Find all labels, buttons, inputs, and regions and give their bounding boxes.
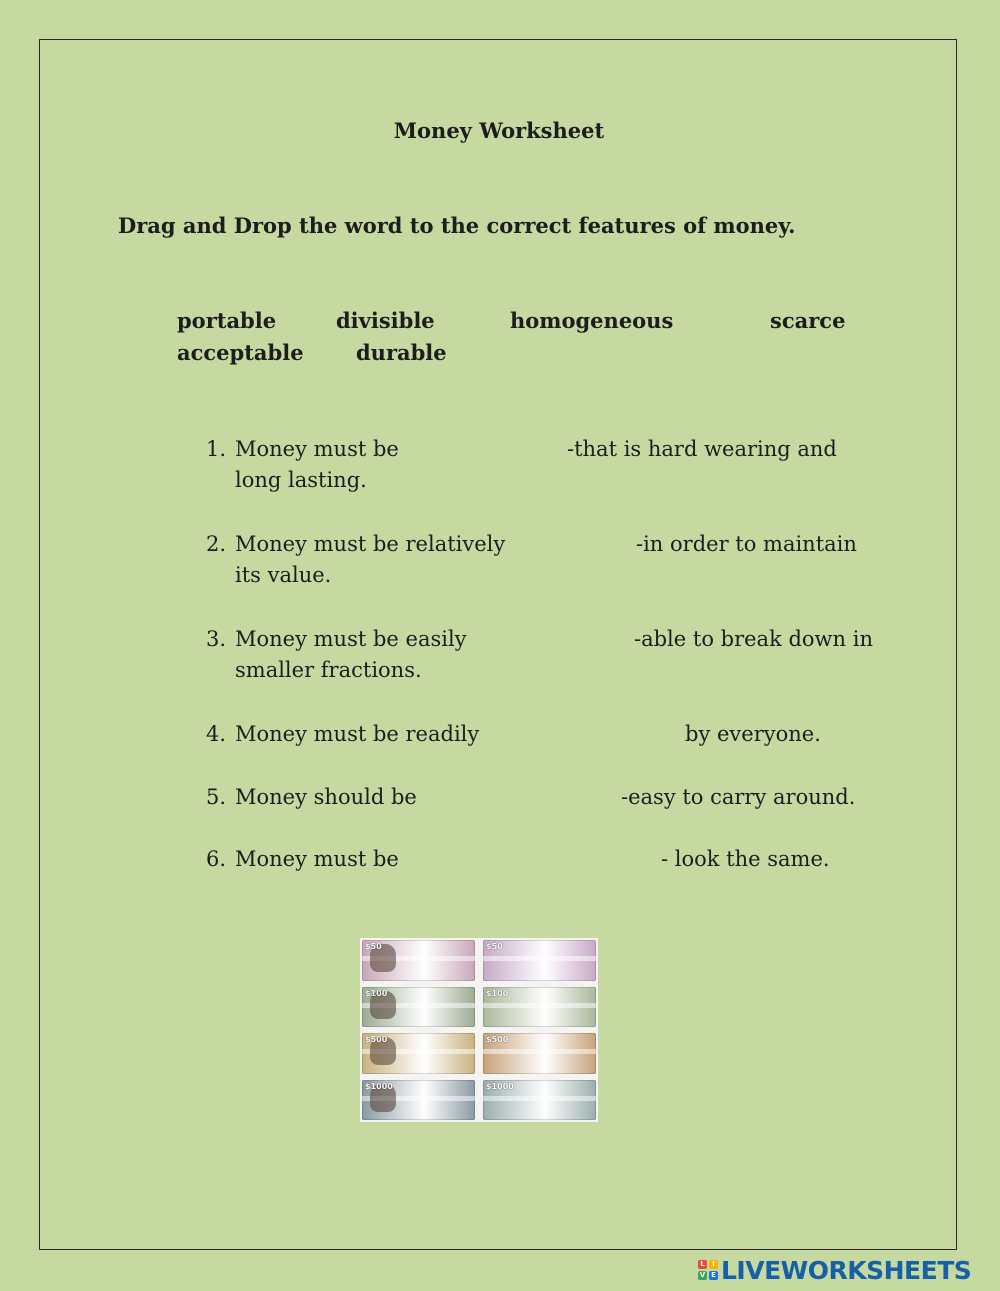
word-bank-divisible[interactable]: divisible [336,308,435,333]
question-stem: Money should be [235,785,417,809]
drop-zone[interactable] [406,844,651,872]
logo-mark-icon [698,1260,718,1280]
banknote-denomination: $100 [486,988,509,998]
question-continuation: smaller fractions. [235,658,422,682]
logo-letter: E [709,1271,718,1280]
banknote-denomination: $1000 [486,1081,514,1091]
banknote-band [483,1096,596,1101]
banknote-denomination: $50 [365,942,382,951]
banknote-denomination: $1000 [365,1081,393,1091]
word-bank-homogeneous[interactable]: homogeneous [510,308,674,333]
word-bank-acceptable[interactable]: acceptable [177,340,304,365]
question-stem: Money must be [235,437,399,461]
question-tail: -easy to carry around. [621,785,856,809]
worksheet-title: Money Worksheet [393,118,605,143]
banknotes-image [360,938,598,1122]
banknote-denomination: $500 [365,1035,388,1044]
question-number: 6. [206,847,227,871]
instruction-text: Drag and Drop the word to the correct features of money. [118,213,796,238]
question-stem: Money must be [235,847,399,871]
drop-zone[interactable] [486,719,676,747]
question-number: 5. [206,785,227,809]
question-number: 4. [206,722,227,746]
word-bank-portable[interactable]: portable [177,308,277,333]
question-tail: - look the same. [661,847,830,871]
question-number: 2. [206,532,227,556]
question-continuation: long lasting. [235,468,367,492]
question-stem: Money must be readily [235,722,480,746]
banknote [483,940,596,981]
banknote [362,1080,475,1121]
question-tail: -in order to maintain [636,532,857,556]
banknote-band [483,1049,596,1054]
question-tail: by everyone. [685,722,821,746]
banknote [362,987,475,1028]
logo-letter: L [698,1260,707,1269]
banknote [362,940,475,981]
question-continuation: its value. [235,563,332,587]
question-tail: -that is hard wearing and [567,437,837,461]
banknote [483,987,596,1028]
banknote [483,1033,596,1074]
drop-zone[interactable] [421,782,611,810]
question-number: 3. [206,627,227,651]
logo-letter: I [709,1260,718,1269]
banknote [483,1080,596,1121]
banknote [362,1033,475,1074]
banknote-denomination: $50 [486,942,503,951]
word-bank-scarce[interactable]: scarce [770,308,846,333]
banknote-denomination: $500 [486,1035,509,1044]
drop-zone[interactable] [481,624,626,652]
liveworksheets-logo[interactable] [698,1256,971,1284]
banknote-band [483,956,596,961]
logo-text: LIVEWORKSHEETS [721,1255,972,1285]
logo-letter: V [699,1271,706,1279]
banknote-band [483,1003,596,1008]
question-number: 1. [206,437,227,461]
question-tail: -able to break down in [634,627,873,651]
banknote-denomination: $100 [365,988,388,998]
question-stem: Money must be easily [235,627,467,651]
drop-zone[interactable] [406,434,556,462]
question-stem: Money must be relatively [235,532,506,556]
drop-zone[interactable] [511,529,631,557]
word-bank-durable[interactable]: durable [356,340,447,365]
